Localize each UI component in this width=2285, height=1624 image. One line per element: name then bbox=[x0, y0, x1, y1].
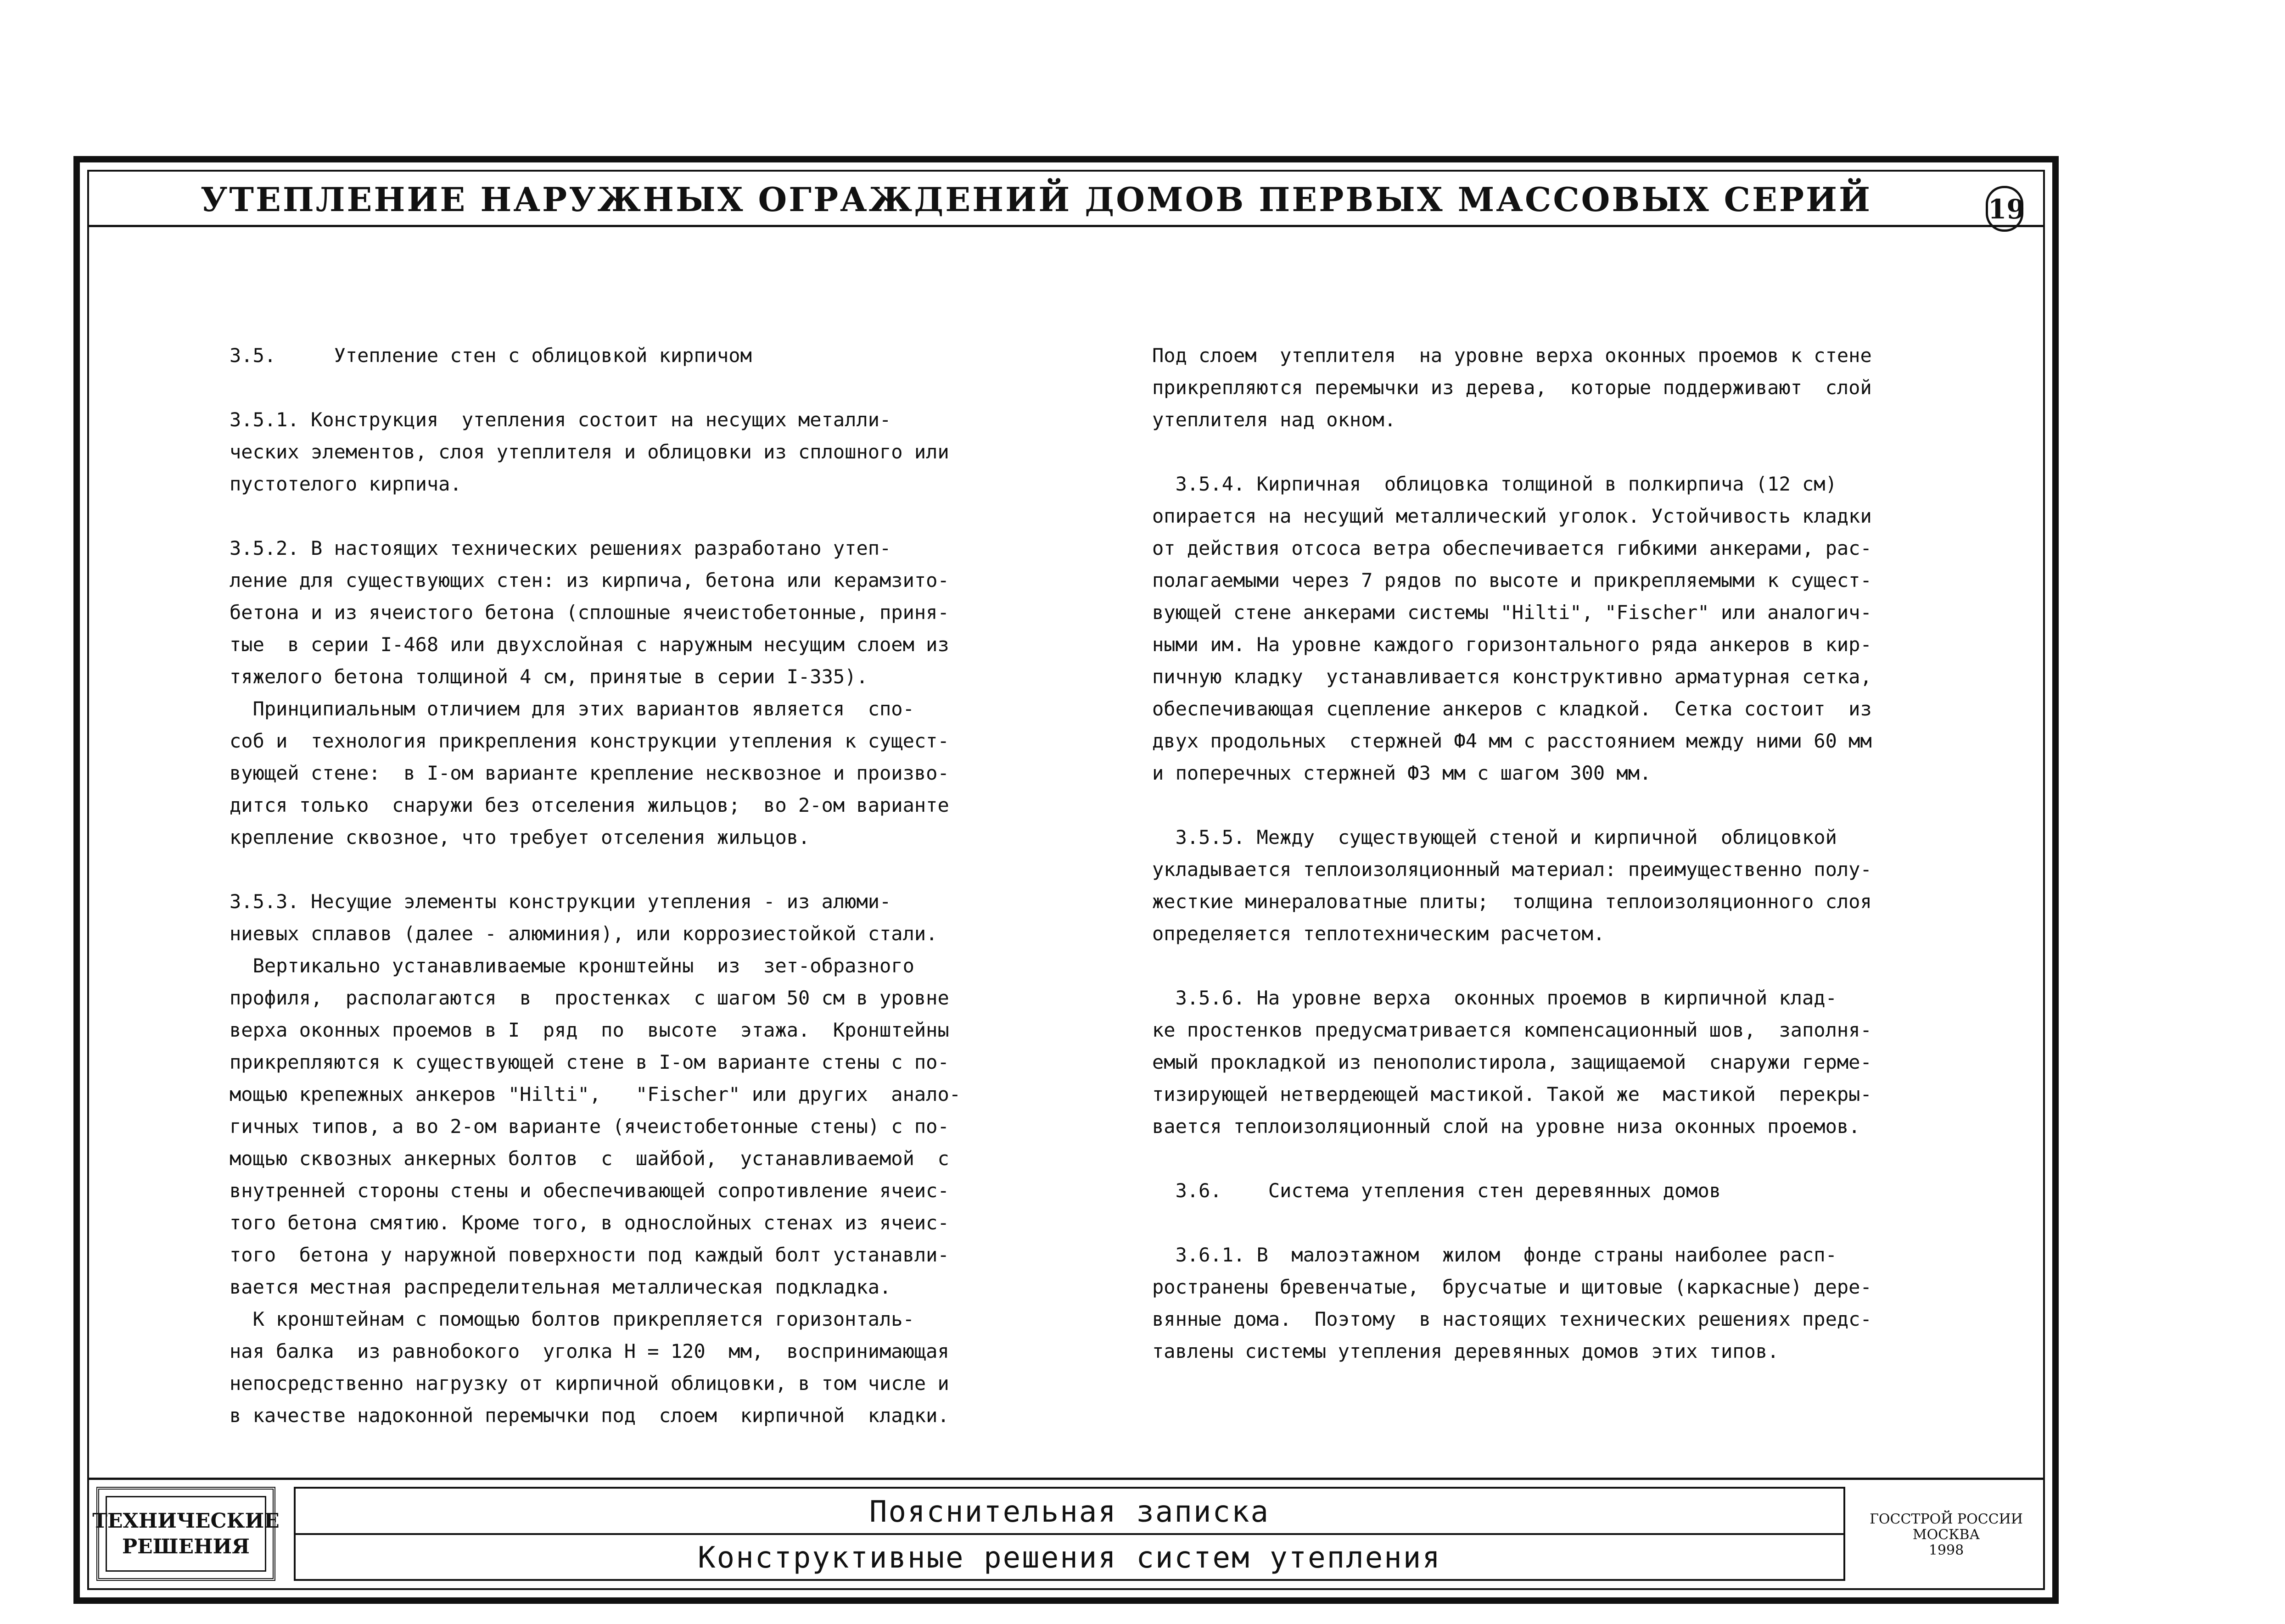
text-line: опирается на несущий металлический уголок. Устойчивость кладки bbox=[1152, 505, 1872, 527]
text-line bbox=[1152, 1143, 1960, 1175]
text-line bbox=[1152, 789, 1960, 821]
text-line bbox=[1152, 436, 1960, 468]
text-line: 3.5.4. Кирпичная облицовка толщиной в полкирпича (12 см) bbox=[1152, 473, 1837, 495]
text-line: вующей стене: в I-ом варианте крепление несквозное и произво- bbox=[230, 762, 949, 784]
text-line: ространены бревенчатые, брусчатые и щитовые (каркасные) дере- bbox=[1152, 1276, 1872, 1298]
text-line: ниевых сплавов (далее - алюминия), или коррозиестойкой стали. bbox=[230, 922, 938, 945]
text-line: определяется теплотехническим расчетом. bbox=[1152, 922, 1605, 945]
text-line: тяжелого бетона толщиной 4 см, принятые в серии I-335). bbox=[230, 665, 868, 688]
text-line: 3.5.3. Несущие элементы конструкции утепления - из алюми- bbox=[230, 890, 891, 913]
org-year: 1998 bbox=[1928, 1542, 1964, 1558]
text-line: пустотелого кирпича. bbox=[230, 473, 462, 495]
text-line: вующей стене анкерами системы "Hilti", "Fischer" или аналогич- bbox=[1152, 601, 1872, 624]
text-line: внутренней стороны стены и обеспечивающей сопротивление ячеис- bbox=[230, 1179, 949, 1202]
text-line: прикрепляются к существующей стене в I-ом варианте стены с по- bbox=[230, 1051, 949, 1073]
text-line bbox=[230, 854, 1019, 886]
text-line: 3.5.5. Между существующей стеной и кирпичной облицовкой bbox=[1152, 826, 1837, 848]
text-line: 3.5.2. В настоящих технических решениях разработано утеп- bbox=[230, 537, 891, 559]
text-line: прикрепляются перемычки из дерева, которые поддерживают слой bbox=[1152, 376, 1872, 399]
text-line: 3.5. Утепление стен с облицовкой кирпичом bbox=[230, 344, 752, 367]
text-line bbox=[1152, 950, 1960, 982]
text-line: укладывается теплоизоляционный материал: преимущественно полу- bbox=[1152, 858, 1872, 881]
right-text-column bbox=[1152, 340, 1960, 1367]
text-line: бетона и из ячеистого бетона (сплошные ячеистобетонные, приня- bbox=[230, 601, 949, 624]
text-line: 3.6.1. В малоэтажном жилом фонде страны наиболее расп- bbox=[1152, 1244, 1837, 1266]
text-line: ческих элементов, слоя утеплителя и облицовки из сплошного или bbox=[230, 441, 949, 463]
text-line: 3.5.6. На уровне верха оконных проемов в кирпичной клад- bbox=[1152, 987, 1837, 1009]
page-title: УТЕПЛЕНИЕ НАРУЖНЫХ ОГРАЖДЕНИЙ ДОМОВ ПЕРВЫХ МАССОВЫХ СЕРИЙ bbox=[200, 180, 1872, 219]
text-line: непосредственно нагрузку от кирпичной облицовки, в том числе и bbox=[230, 1372, 949, 1395]
text-line: Под слоем утеплителя на уровне верха оконных проемов к стене bbox=[1152, 344, 1872, 367]
text-line: полагаемыми через 7 рядов по высоте и прикрепляемыми к сущест- bbox=[1152, 569, 1872, 592]
title-block-line-2: Конструктивные решения систем утепления bbox=[698, 1541, 1441, 1575]
text-line: в качестве надоконной перемычки под слоем кирпичной кладки. bbox=[230, 1404, 949, 1427]
text-line: того бетона у наружной поверхности под каждый болт устанавли- bbox=[230, 1244, 949, 1266]
org-city: МОСКВА bbox=[1912, 1527, 1980, 1543]
text-line bbox=[1152, 1207, 1960, 1239]
text-line: мощью крепежных анкеров "Hilti", "Fischer" или других анало- bbox=[230, 1083, 961, 1105]
text-line: и поперечных стержней Ф3 мм с шагом 300 мм. bbox=[1152, 762, 1652, 784]
text-line: ная балка из равнобокого уголка Н = 120 мм, воспринимающая bbox=[230, 1340, 949, 1362]
text-line: двух продольных стержней Ф4 мм с расстоянием между ними 60 мм bbox=[1152, 730, 1872, 752]
text-line: пичную кладку устанавливается конструктивно арматурная сетка, bbox=[1152, 665, 1872, 688]
text-line: профиля, располагаются в простенках с шагом 50 см в уровне bbox=[230, 987, 949, 1009]
org-name: ГОССТРОЙ РОССИИ bbox=[1870, 1511, 2023, 1527]
page-number: 19 bbox=[1986, 186, 2023, 232]
text-line: К кронштейнам с помощью болтов прикрепляется горизонталь- bbox=[230, 1308, 914, 1330]
text-line: 3.6. Система утепления стен деревянных домов bbox=[1152, 1179, 1721, 1202]
text-line: тые в серии I-468 или двухслойная с наружным несущим слоем из bbox=[230, 633, 949, 656]
stamp bbox=[92, 1496, 280, 1572]
text-line: ке простенков предусматривается компенсационный шов, заполня- bbox=[1152, 1019, 1872, 1041]
stamp-line-1: ТЕХНИЧЕСКИЕ bbox=[92, 1509, 280, 1533]
text-line: мощью сквозных анкерных болтов с шайбой, устанавливаемой с bbox=[230, 1147, 949, 1170]
text-line: вянные дома. Поэтому в настоящих технических решениях предс- bbox=[1152, 1308, 1872, 1330]
text-line: соб и технология прикрепления конструкции утепления к сущест- bbox=[230, 730, 949, 752]
text-line: Принципиальным отличием для этих вариантов является спо- bbox=[230, 698, 914, 720]
text-line: верха оконных проемов в I ряд по высоте этажа. Кронштейны bbox=[230, 1019, 949, 1041]
organization-block bbox=[1854, 1491, 2038, 1579]
text-line: утеплителя над окном. bbox=[1152, 408, 1396, 431]
text-line: дится только снаружи без отселения жильцов; во 2-ом варианте bbox=[230, 794, 949, 816]
text-line: тизирующей нетвердеющей мастикой. Такой же мастикой перекры- bbox=[1152, 1083, 1872, 1105]
text-line: ление для существующих стен: из кирпича, бетона или керамзито- bbox=[230, 569, 949, 592]
text-line: Вертикально устанавливаемые кронштейны из зет-образного bbox=[230, 954, 914, 977]
stamp-line-2: РЕШЕНИЯ bbox=[122, 1535, 250, 1558]
text-line bbox=[230, 372, 1019, 404]
text-line: 3.5.1. Конструкция утепления состоит на несущих металли- bbox=[230, 408, 891, 431]
text-line: емый прокладкой из пенополистирола, защищаемой снаружи герме- bbox=[1152, 1051, 1872, 1073]
left-text-column bbox=[230, 340, 1019, 1432]
footer-divider bbox=[87, 1478, 2045, 1480]
text-line: жесткие минераловатные плиты; толщина теплоизоляционного слоя bbox=[1152, 890, 1872, 913]
text-line: гичных типов, а во 2-ом варианте (ячеистобетонные стены) с по- bbox=[230, 1115, 949, 1138]
text-line: крепление сквозное, что требует отселения жильцов. bbox=[230, 826, 810, 848]
text-line: от действия отсоса ветра обеспечивается гибкими анкерами, рас- bbox=[1152, 537, 1872, 559]
title-block-line-1: Пояснительная записка bbox=[294, 1489, 1845, 1535]
text-line: того бетона смятию. Кроме того, в однослойных стенах из ячеис- bbox=[230, 1211, 949, 1234]
text-line: ными им. На уровне каждого горизонтального ряда анкеров в кир- bbox=[1152, 633, 1872, 656]
text-line: тавлены системы утепления деревянных домов этих типов. bbox=[1152, 1340, 1779, 1362]
text-line: вается теплоизоляционный слой на уровне низа оконных проемов. bbox=[1152, 1115, 1860, 1138]
text-line: вается местная распределительная металлическая подкладка. bbox=[230, 1276, 891, 1298]
text-line bbox=[230, 500, 1019, 532]
text-line: обеспечивающая сцепление анкеров с кладкой. Сетка состоит из bbox=[1152, 698, 1872, 720]
